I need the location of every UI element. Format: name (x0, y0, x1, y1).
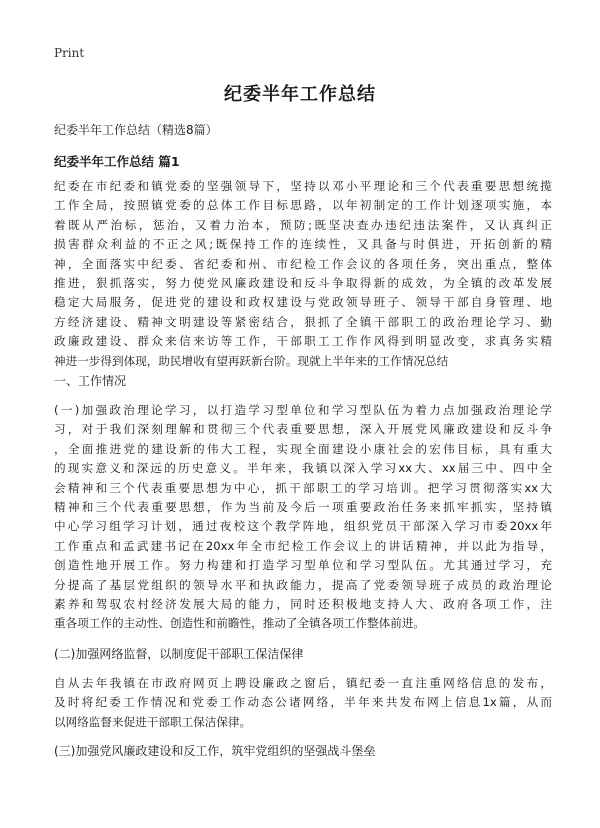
document-subtitle: 纪委半年工作总结（精选8篇） (54, 123, 218, 137)
intro-line: 神进一步得到体现，助民增收有望再跃新台阶。现就上半年来的工作情况总结 (54, 353, 449, 368)
intro-line: 推进，狠抓落实，努力使党风廉政建设和反斗争取得新的成效，为全镇的改革发展 (54, 276, 552, 291)
print-link[interactable]: Print (54, 46, 85, 60)
intro-line: 纪委在市纪委和镇党委的坚强领导下，坚持以邓小平理论和三个代表重要思想统揽 (54, 179, 552, 193)
item-one-line: 创造性地开展工作。努力构建和打造学习型单位和学习型队伍。尤其通过学习，充 (54, 558, 552, 573)
intro-line: 方经济建设、精神文明建设等紧密结合，狠抓了全镇干部职工的政治理论学习、勤 (54, 314, 552, 329)
item-one-line: 精神和三个代表重要思想，作为当前及今后一项重要政治任务来抓牢抓实，坚持镇 (54, 500, 552, 515)
item-one-paragraph (54, 401, 552, 634)
intro-line: 着既从严治标，惩治，又着力治本，预防;既坚决查办违纪违法案件，又认真纠正 (54, 217, 552, 232)
item-two-line: 自从去年我镇在市政府网页上聘设廉政之窗后，镇纪委一直注重网络信息的发布， (54, 676, 552, 690)
intro-line: 稳定大局服务，促进党的建设和政权建设与党政领导班子、领导干部自身管理、地 (54, 295, 552, 310)
item-two-line: 及时将纪委工作情况和党委工作动态公诸网络，半年来共发布网上信息1x篇，从而 (54, 695, 552, 710)
item-one-heading-line: (一)加强政治理论学习，以打造学习型单位和学习型队伍为着力点加强政治理论学 (54, 403, 552, 417)
item-two-heading: (二)加强网络监督，以制度促干部职工保洁保律 (54, 647, 304, 661)
item-three-heading: (三)加强党风廉政建设和反工作，筑牢党组织的坚强战斗堡垒 (54, 744, 376, 758)
article-heading: 纪委半年工作总结 篇1 (54, 154, 180, 169)
item-one-line: ，全面推进党的建设新的伟大工程，实现全面建设小康社会的宏伟目标，具有重大 (54, 441, 552, 456)
item-two-paragraph (54, 674, 552, 732)
item-one-line: 分提高了基层党组织的领导水平和执政能力，提高了党委领导班子成员的政治理论 (54, 577, 552, 592)
intro-line: 政廉政建设、群众来信来访等工作，干部职工工作作风得到明显改变，求真务实精 (54, 334, 552, 349)
item-one-line: 工作重点和孟武建书记在20xx年全市纪检工作会议上的讲话精神，并以此为指导， (54, 538, 552, 553)
intro-line: 神，全面落实中纪委、省纪委和州、市纪检工作会议的各项任务，突出重点，整体 (54, 256, 552, 271)
intro-paragraph (54, 177, 552, 371)
item-one-line: 的现实意义和深远的历史意义。半年来，我镇以深入学习xx大、xx届三中、四中全 (54, 461, 552, 476)
item-one-line: 会精神和三个代表重要思想为中心，抓干部职工的学习培训。把学习贯彻落实xx大 (54, 480, 552, 495)
page-title: 纪委半年工作总结 (224, 84, 376, 105)
section-one-heading: 一、工作情况 (54, 374, 127, 388)
item-one-line: 习，对于我们深刻理解和贯彻三个代表重要思想，深入开展党风廉政建设和反斗争 (54, 422, 552, 437)
item-one-line: 中心学习组学习计划，通过夜校这个教学阵地，组织党员干部深入学习市委20xx年 (54, 519, 552, 534)
intro-line: 工作全局，按照镇党委的总体工作目标思路，以年初制定的工作计划逐项实施，本 (54, 198, 552, 213)
item-one-line: 素养和驾驭农村经济发展大局的能力，同时还积极地支持人大、政府各项工作，注 (54, 597, 552, 612)
item-two-line: 以网络监督来促进干部职工保洁保律。 (54, 714, 252, 729)
item-one-line: 重各项工作的主动性、创造性和前瞻性，推动了全镇各项工作整体前进。 (54, 616, 426, 631)
intro-line: 损害群众利益的不正之风;既保持工作的连续性，又具备与时俱进，开拓创新的精 (54, 237, 552, 252)
